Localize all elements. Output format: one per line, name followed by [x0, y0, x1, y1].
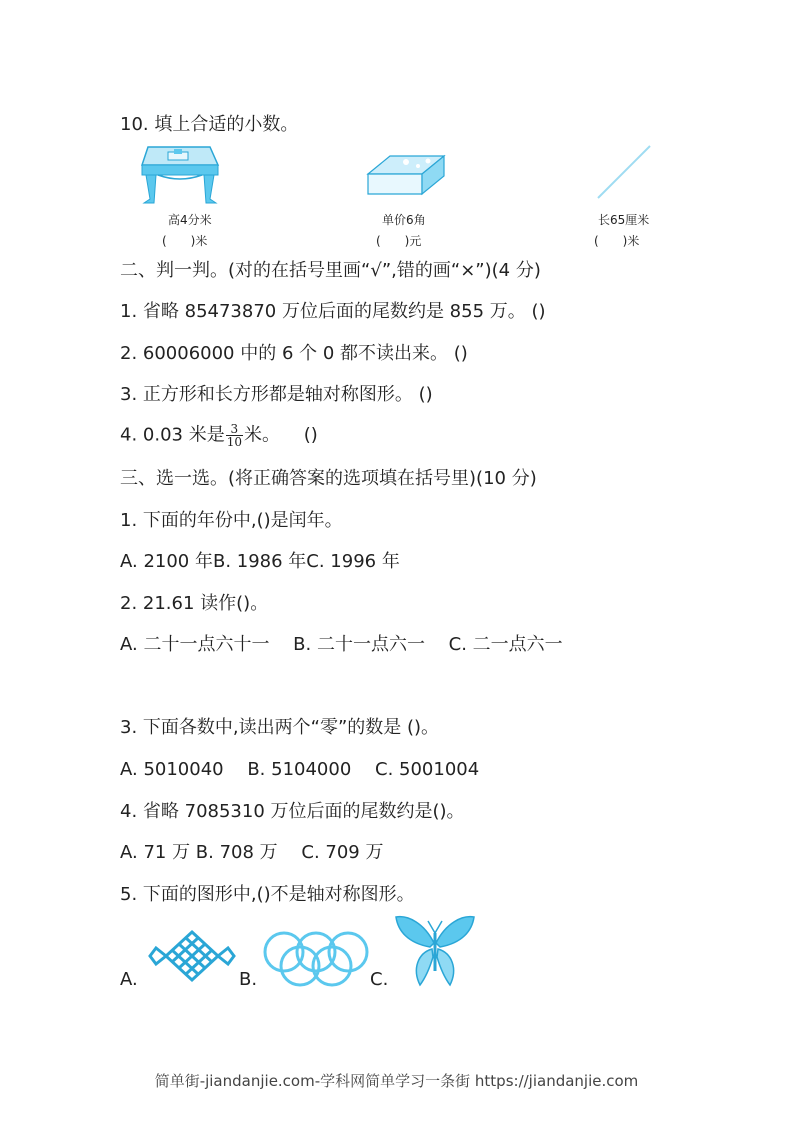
s2-question-4	[120, 423, 318, 448]
footer-text: 简单街-jiandanjie.com-学科网简单学习一条街 https://jiandanjie.com	[154, 1072, 639, 1090]
s3-question-2: 2. 21.61 读作()。	[120, 593, 269, 614]
fraction-numerator: 3	[226, 423, 243, 436]
stick-answer-blank: ( )米	[594, 234, 640, 248]
s3-question-1-options: A. 2100 年B. 1986 年C. 1996 年	[120, 551, 400, 572]
table-icon	[140, 143, 220, 207]
eraser-answer-blank: ( )元	[376, 234, 422, 248]
section2-heading: 二、判一判。(对的在括号里画“√”,错的画“×”)(4 分)	[120, 260, 541, 281]
s3-question-1: 1. 下面的年份中,()是闰年。	[120, 510, 343, 531]
s3-question-2-options: A. 二十一点六十一 B. 二十一点六一 C. 二一点六一	[120, 634, 563, 655]
section3-heading: 三、选一选。(将正确答案的选项填在括号里)(10 分)	[120, 468, 537, 489]
s3-question-4: 4. 省略 7085310 万位后面的尾数约是()。	[120, 801, 465, 822]
s3-question-3: 3. 下面各数中,读出两个“零”的数是 ()。	[120, 717, 440, 738]
table-answer-blank: ( )米	[162, 234, 208, 248]
s3-question-4-options: A. 71 万 B. 708 万 C. 709 万	[120, 842, 384, 863]
fraction-denominator: 10	[226, 435, 242, 449]
q10-title: 10. 填上合适的小数。	[120, 114, 299, 135]
butterfly-icon	[394, 913, 476, 989]
chinese-knot-icon	[146, 928, 238, 984]
stick-caption: 长65厘米	[598, 213, 650, 227]
q4-suffix: 米。 ()	[243, 424, 318, 446]
s2-question-2: 2. 60006000 中的 6 个 0 都不读出来。 ()	[120, 343, 468, 364]
option-a-label: A.	[120, 969, 138, 990]
table-caption: 高4分米	[168, 213, 212, 227]
eraser-icon	[366, 152, 448, 200]
stick-icon	[594, 144, 652, 202]
s3-question-5: 5. 下面的图形中,()不是轴对称图形。	[120, 884, 415, 905]
option-c-label: C.	[370, 969, 389, 990]
s3-question-3-options: A. 5010040 B. 5104000 C. 5001004	[120, 759, 480, 780]
s2-question-3: 3. 正方形和长方形都是轴对称图形。 ()	[120, 384, 433, 405]
s2-question-1: 1. 省略 85473870 万位后面的尾数约是 855 万。 ()	[120, 301, 546, 322]
q4-prefix: 4. 0.03 米是	[120, 424, 225, 446]
fraction	[226, 423, 243, 448]
eraser-caption: 单价6角	[382, 213, 426, 227]
rings-icon	[262, 930, 370, 988]
option-b-label: B.	[239, 969, 258, 990]
